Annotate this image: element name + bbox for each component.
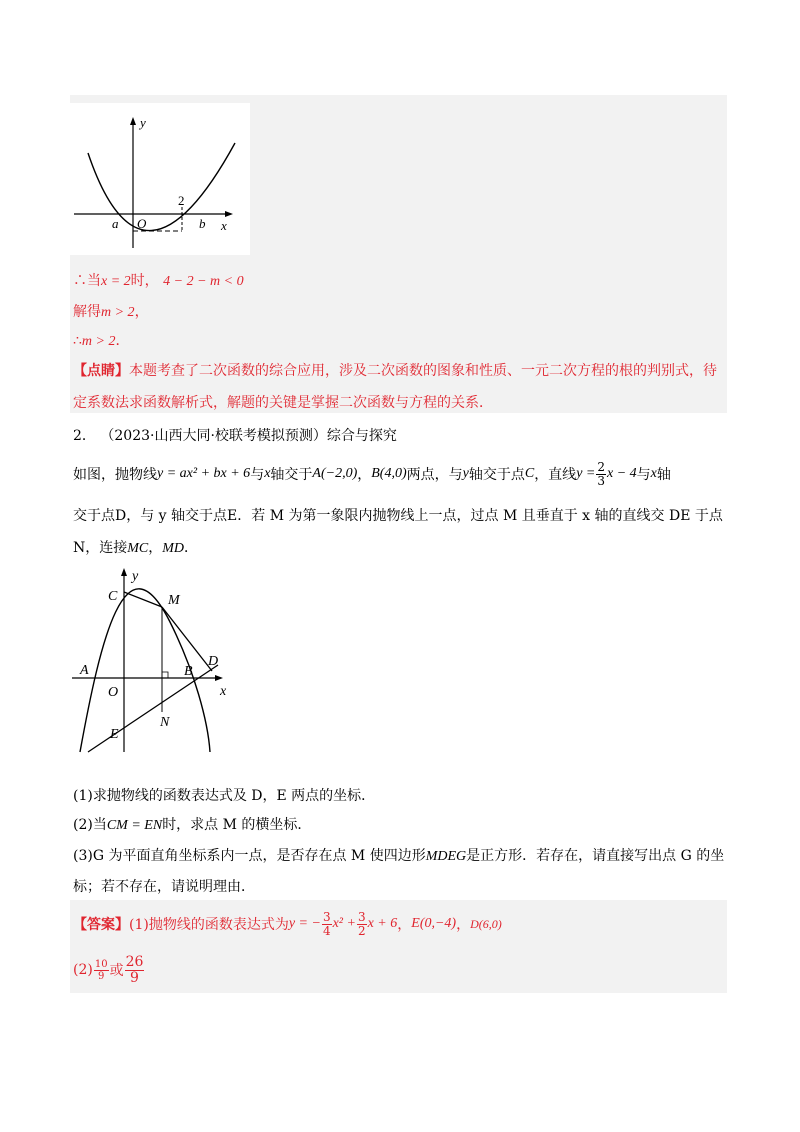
q2-condition-math: CM = EN — [106, 818, 163, 833]
text-seg: 是正方形．若存在，请直接写出点 G 的坐 — [466, 848, 725, 864]
small-graph-origin-label: O — [137, 216, 147, 231]
frac-num: 3 — [357, 909, 366, 924]
frac-num: 10 — [94, 958, 108, 970]
problem-number: 2． — [73, 428, 96, 444]
main-fig-c-label: C — [108, 589, 118, 604]
text-seg: 两点，与 — [406, 467, 463, 483]
segment-mc: MC — [127, 541, 149, 556]
solve-text: 解得 — [73, 304, 101, 320]
main-fig-y-label: y — [132, 569, 139, 584]
text-seg: 如图，抛物线 — [73, 467, 157, 483]
answer-part2-fraction-2 — [125, 955, 145, 986]
question-3-line-2 — [73, 876, 255, 896]
problem-para-2 — [73, 505, 723, 525]
main-figure-svg — [70, 562, 250, 754]
comment-line-2 — [73, 392, 493, 412]
main-fig-m-label: M — [168, 593, 180, 608]
small-parabola-figure — [70, 103, 250, 255]
main-fig-o-label: O — [108, 685, 119, 700]
comment-text-2: 定系数法求函数解析式，解题的关键是掌握二次函数与方程的关系． — [73, 395, 493, 411]
var-y: y — [462, 466, 469, 481]
solution-line-2 — [73, 301, 149, 321]
main-fig-d-label: D — [208, 654, 219, 669]
answer-part-2 — [73, 953, 145, 987]
punct: ， — [397, 917, 412, 933]
answer-fraction-1 — [322, 911, 332, 938]
small-graph-b-label: b — [199, 216, 206, 231]
small-graph-x-label: x — [221, 218, 227, 233]
segment-md: MD — [162, 541, 185, 556]
punct: ． — [184, 540, 199, 556]
frac-den: 4 — [322, 923, 331, 938]
inequality-math: 4 − 2 − m < 0 — [163, 274, 244, 289]
var-x: x — [650, 466, 657, 481]
point-b: B(4,0) — [371, 466, 407, 481]
question-1 — [73, 785, 375, 805]
answer-mid: x² + — [332, 916, 356, 931]
answer-part2-fraction-1 — [94, 959, 109, 982]
quadrilateral-math: MDEG — [425, 849, 467, 864]
small-graph-y-label: y — [140, 115, 146, 130]
main-fig-x-label: x — [220, 684, 227, 699]
main-fig-n-label: N — [160, 715, 170, 730]
answer-rhs: x + 6 — [367, 916, 398, 931]
solution-line-1 — [73, 270, 244, 290]
parabola-equation: y = ax² + bx + 6 — [157, 466, 251, 481]
when-text: 当 — [87, 273, 101, 289]
problem-source: （2023·山西大同·校联考模拟预测）综合与探究 — [100, 428, 397, 444]
text-seg: 与 — [250, 467, 265, 483]
frac-den: 3 — [597, 473, 605, 488]
main-fig-e-label: E — [110, 727, 119, 742]
therefore-symbol: ∴ — [73, 333, 82, 349]
text-seg: 与 — [636, 467, 651, 483]
frac-den: 9 — [130, 969, 139, 986]
result-math: m > 2 — [101, 305, 135, 320]
line-lhs: y = — [576, 466, 596, 481]
problem-para-1 — [73, 458, 671, 490]
or-text: 或 — [109, 963, 124, 979]
text-seg: 轴交于点 — [468, 467, 525, 483]
comment-text-1: 本题考查了二次函数的综合应用，涉及二次函数的图象和性质、一元二次方程的根的判别式，待 — [129, 363, 717, 379]
answer-lhs: y = − — [288, 916, 321, 931]
text-seg: 时，求点 M 的横坐标． — [162, 817, 312, 833]
therefore-symbol: ∴ — [73, 273, 87, 289]
problem-para-3 — [73, 537, 198, 557]
comment-tag: 【点睛】 — [73, 363, 129, 379]
line-slope-fraction — [596, 461, 606, 488]
answer-point-e: E(0,−4) — [411, 916, 457, 931]
time-text: 时， — [130, 273, 159, 289]
point-a: A(−2,0) — [312, 466, 358, 481]
main-fig-b-label: B — [184, 664, 193, 679]
line-rhs: x − 4 — [607, 466, 637, 481]
text-seg: ，直线 — [534, 467, 577, 483]
solution-line-3 — [73, 330, 129, 350]
question-1-text: (1)求抛物线的函数表达式及 D，E 两点的坐标． — [73, 788, 376, 804]
punct: ． — [115, 333, 130, 349]
question-2 — [73, 814, 311, 834]
conclusion-math: m > 2 — [81, 334, 116, 349]
main-figure — [70, 562, 250, 754]
frac-den: 2 — [357, 923, 366, 938]
problem-text-2: 交于点D，与 y 轴交于点E．若 M 为第一象限内抛物线上一点，过点 M 且垂直于 x 轴的直线交 DE 于点 — [73, 508, 723, 524]
comment-line-1 — [73, 360, 717, 380]
text-seg: 轴 — [656, 467, 671, 483]
main-fig-a-label: A — [80, 663, 89, 678]
point-c: C — [524, 466, 535, 481]
frac-num: 2 — [597, 459, 605, 474]
condition-math: x = 2 — [101, 274, 131, 289]
text-seg: 轴交于 — [270, 467, 313, 483]
question-3-text-2: 标；若不存在，请说明理由． — [73, 879, 255, 895]
answer-part2-label: (2) — [73, 962, 93, 978]
frac-den: 9 — [98, 970, 105, 982]
answer-tag: 【答案】 — [73, 917, 129, 933]
small-graph-a-label: a — [112, 216, 119, 231]
answer-fraction-2 — [357, 911, 367, 938]
small-parabola-svg — [70, 103, 250, 255]
punct: ， — [148, 540, 163, 556]
var-x: x — [264, 466, 271, 481]
answer-part1-text: (1)抛物线的函数表达式为 — [129, 917, 289, 933]
frac-num: 3 — [322, 909, 331, 924]
punct: ， — [134, 304, 149, 320]
frac-num: 26 — [125, 953, 144, 970]
text-seg: (2)当 — [73, 817, 107, 833]
answer-part-1 — [73, 908, 502, 940]
question-3-line-1 — [73, 845, 724, 865]
punct: ， — [357, 467, 372, 483]
answer-point-d: D(6,0) — [470, 916, 502, 931]
small-graph-two-label: 2 — [178, 193, 185, 208]
problem-header — [73, 425, 397, 445]
text-seg: N，连接 — [73, 540, 128, 556]
punct: ， — [456, 917, 471, 933]
text-seg: (3)G 为平面直角坐标系内一点，是否存在点 M 使四边形 — [73, 848, 426, 864]
